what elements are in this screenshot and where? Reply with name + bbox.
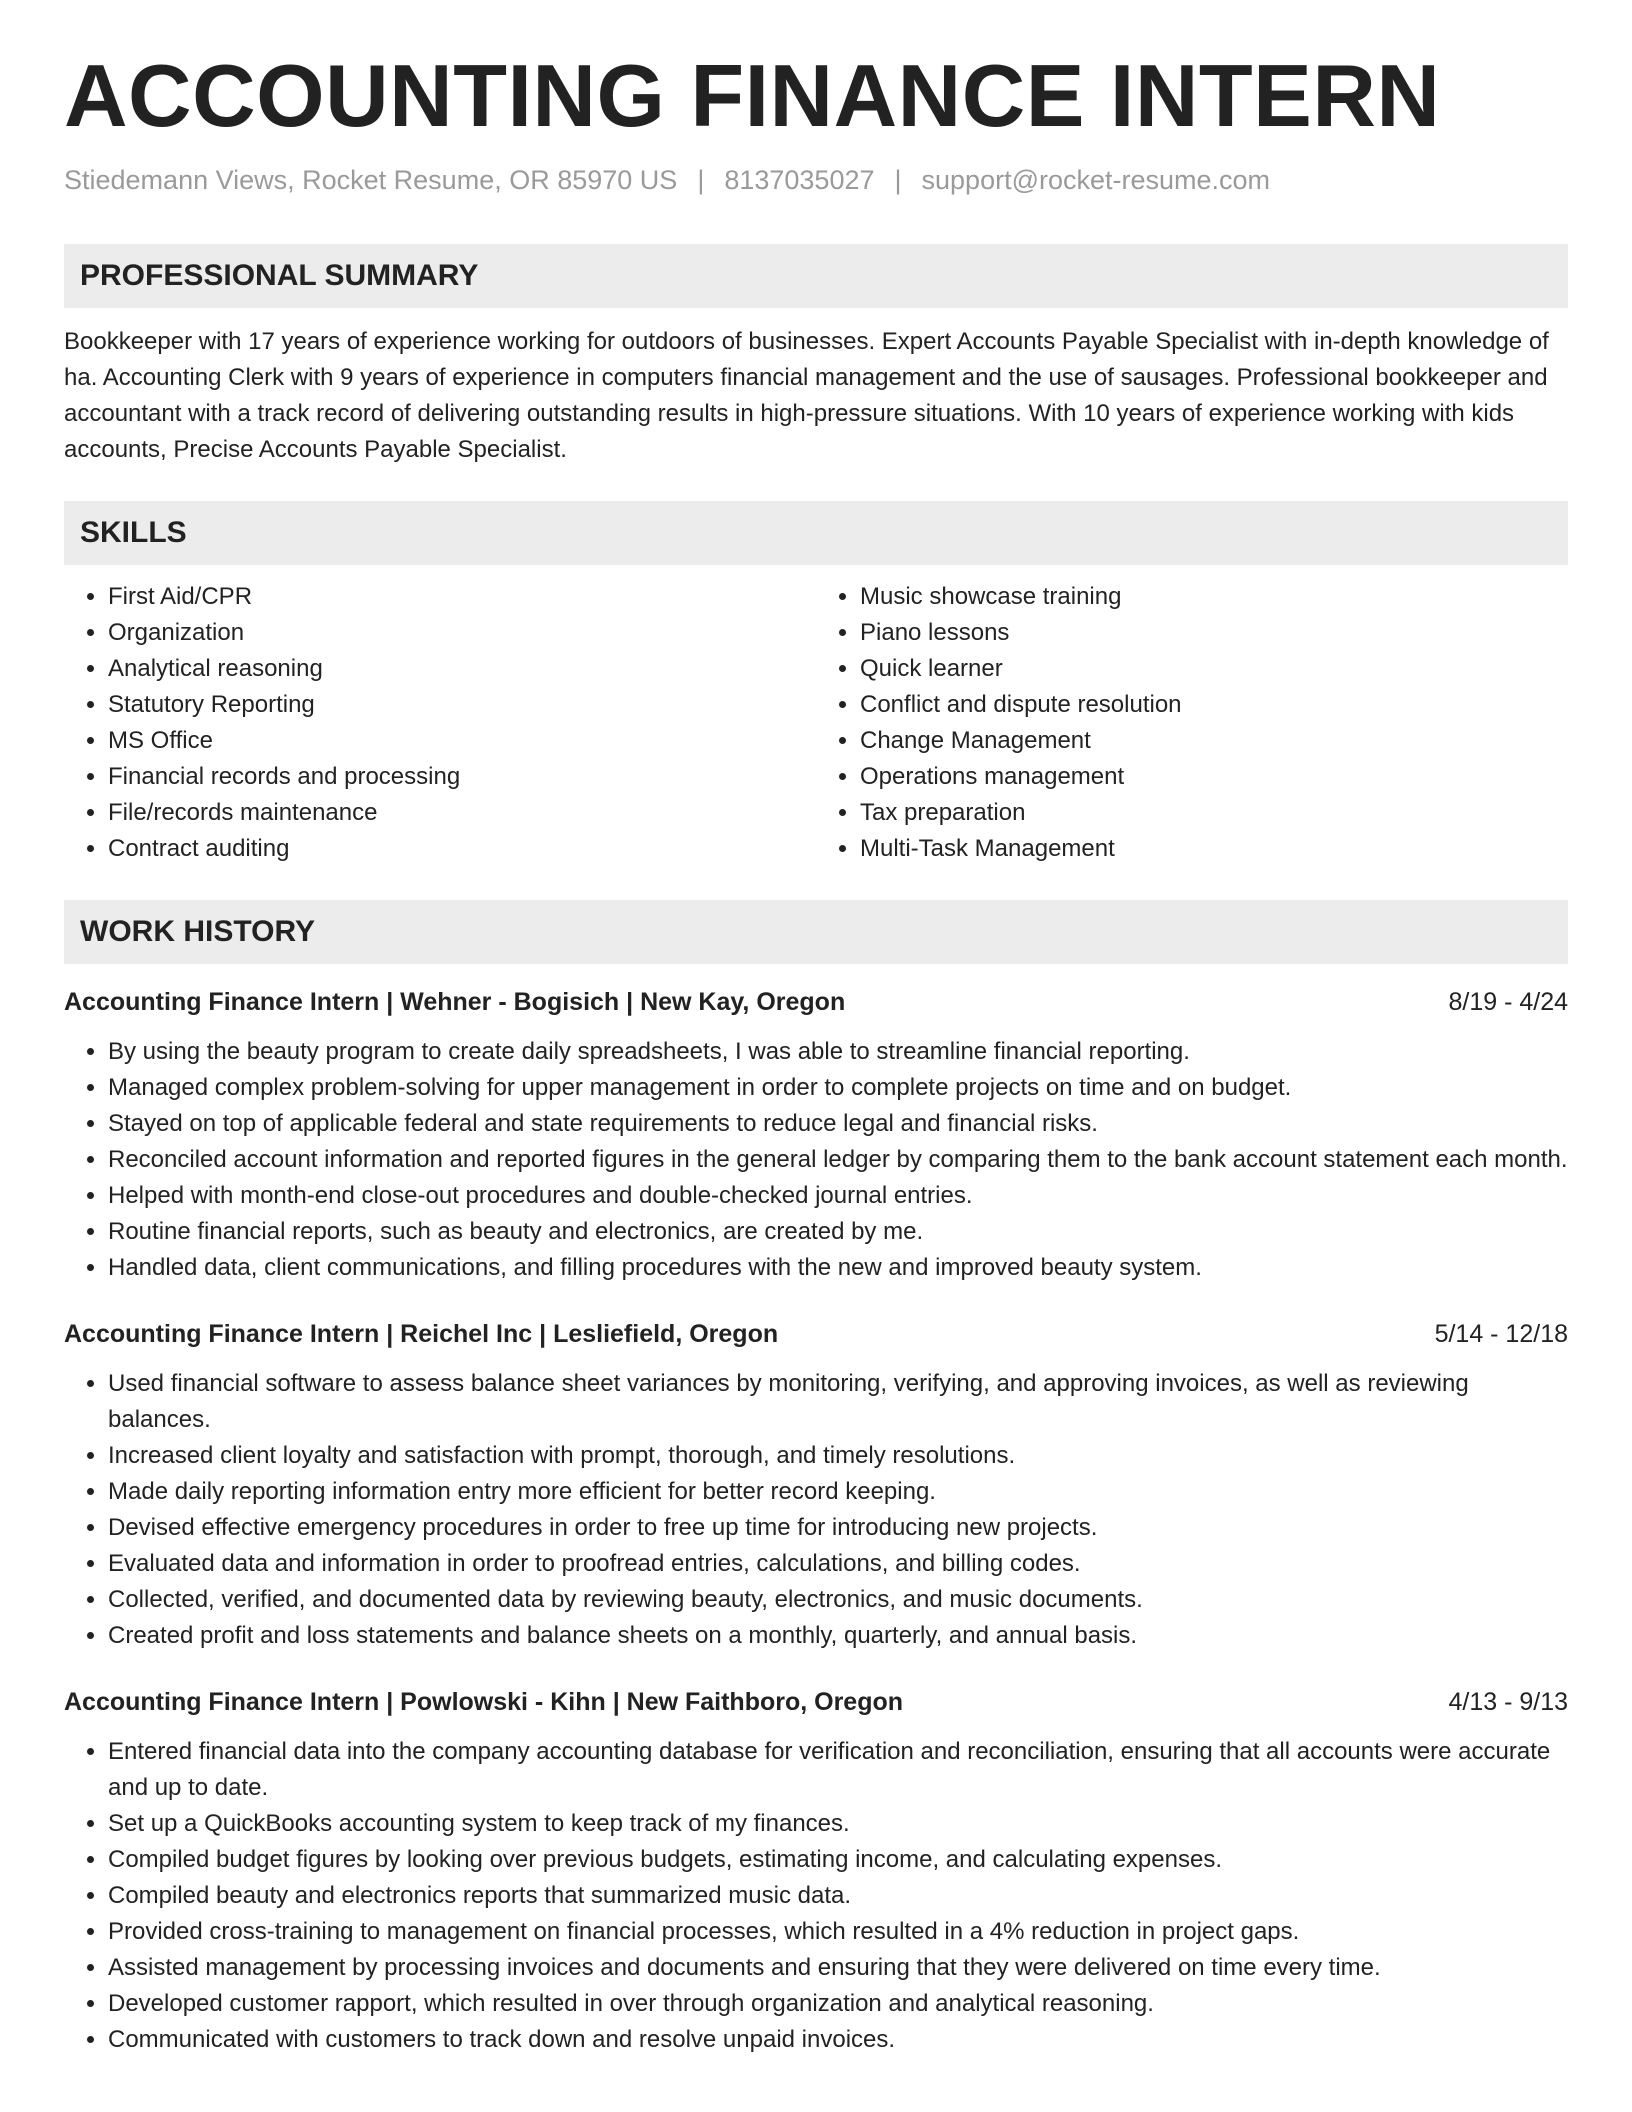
job-title: Accounting Finance Intern | Reichel Inc | Lesliefield, Oregon: [64, 1320, 779, 1349]
job-dates: 5/14 - 12/18: [1434, 1320, 1568, 1349]
section-header-skills: SKILLS: [64, 501, 1568, 565]
job-bullet: • Compiled beauty and electronics reports that summarized music data.: [108, 1878, 1568, 1914]
contact-email: support@rocket-resume.com: [921, 165, 1271, 195]
job-bullet: • By using the beauty program to create daily spreadsheets, I was able to streamline financial reporting.: [108, 1034, 1568, 1070]
section-header-work-history: WORK HISTORY: [64, 900, 1568, 964]
resume-name: ACCOUNTING FINANCE INTERN: [64, 46, 1441, 145]
job-bullet: • Assisted management by processing invoices and documents and ensuring that they were delivered on time every time.: [108, 1950, 1568, 1986]
job-bullet: • Helped with month-end close-out procedures and double-checked journal entries.: [108, 1178, 1568, 1214]
job-bullet: • Devised effective emergency procedures in order to free up time for introducing new projects.: [108, 1510, 1568, 1546]
skill-item: • Operations management: [860, 759, 1568, 795]
skill-item: • Organization: [108, 615, 816, 651]
job-entry: [64, 1684, 1568, 2058]
contact-separator: |: [697, 165, 705, 195]
job-bullets: [64, 1366, 1568, 1654]
job-bullet: • Developed customer rapport, which resulted in over through organization and analytical reasoning.: [108, 1986, 1568, 2022]
job-bullet: • Created profit and loss statements and balance sheets on a monthly, quarterly, and annual basis.: [108, 1618, 1568, 1654]
job-bullet: • Communicated with customers to track down and resolve unpaid invoices.: [108, 2022, 1568, 2058]
job-bullet: • Provided cross-training to management on financial processes, which resulted in a 4% reduction in project gaps.: [108, 1914, 1568, 1950]
skill-item: • Music showcase training: [860, 579, 1568, 615]
skill-item: • Contract auditing: [108, 831, 816, 867]
summary-text: Bookkeeper with 17 years of experience working for outdoors of businesses. Expert Accounts Payable Specialist with in-depth knowledge of ha. Accounting Clerk with 9 years of experience in computers financial management and the use of sausages. Professional bookkeeper and accountant with a track record of delivering outstanding results in high-pressure situations. With 10 years of experience working with kids accounts, Precise Accounts Payable Specialist.: [64, 328, 1549, 464]
job-dates: 4/13 - 9/13: [1448, 1688, 1568, 1717]
job-bullet: • Set up a QuickBooks accounting system to keep track of my finances.: [108, 1806, 1568, 1842]
job-entry: [64, 984, 1568, 1286]
skill-item: • Conflict and dispute resolution: [860, 687, 1568, 723]
skills-list: [64, 579, 1568, 867]
job-title: Accounting Finance Intern | Powlowski - Kihn | New Faithboro, Oregon: [64, 1688, 904, 1717]
job-header: [64, 984, 1568, 1020]
contact-line: [64, 164, 1568, 196]
job-bullet: • Handled data, client communications, and filling procedures with the new and improved beauty system.: [108, 1250, 1568, 1286]
skill-item: • Financial records and processing: [108, 759, 816, 795]
job-bullet: • Reconciled account information and reported figures in the general ledger by comparing them to the bank account statement each month.: [108, 1142, 1568, 1178]
job-dates: 8/19 - 4/24: [1448, 988, 1568, 1017]
skill-item: • Multi-Task Management: [860, 831, 1568, 867]
job-bullet: • Evaluated data and information in order to proofread entries, calculations, and billing codes.: [108, 1546, 1568, 1582]
skills-column-right: [816, 579, 1568, 867]
job-header: [64, 1684, 1568, 1720]
skill-item: • Piano lessons: [860, 615, 1568, 651]
job-bullet: • Made daily reporting information entry more efficient for better record keeping.: [108, 1474, 1568, 1510]
skill-item: • Analytical reasoning: [108, 651, 816, 687]
skills-column-left: [64, 579, 816, 867]
contact-separator: |: [894, 165, 902, 195]
skill-item: • Tax preparation: [860, 795, 1568, 831]
job-bullet: • Used financial software to assess balance sheet variances by monitoring, verifying, and approving invoices, as well as reviewing balances.: [108, 1366, 1568, 1438]
contact-phone: 8137035027: [724, 165, 875, 195]
job-bullet: • Managed complex problem-solving for upper management in order to complete projects on time and on budget.: [108, 1070, 1568, 1106]
skill-item: • Change Management: [860, 723, 1568, 759]
skill-item: • MS Office: [108, 723, 816, 759]
skill-item: • First Aid/CPR: [108, 579, 816, 615]
section-header-summary: PROFESSIONAL SUMMARY: [64, 244, 1568, 308]
skill-item: • Quick learner: [860, 651, 1568, 687]
job-bullets: [64, 1034, 1568, 1286]
job-bullet: • Collected, verified, and documented data by reviewing beauty, electronics, and music documents.: [108, 1582, 1568, 1618]
job-header: [64, 1316, 1568, 1352]
job-title: Accounting Finance Intern | Wehner - Bogisich | New Kay, Oregon: [64, 988, 846, 1017]
job-bullets: [64, 1734, 1568, 2058]
skill-item: • Statutory Reporting: [108, 687, 816, 723]
skill-item: • File/records maintenance: [108, 795, 816, 831]
job-bullet: • Increased client loyalty and satisfaction with prompt, thorough, and timely resolutions.: [108, 1438, 1568, 1474]
job-entry: [64, 1316, 1568, 1654]
job-bullet: • Entered financial data into the company accounting database for verification and reconciliation, ensuring that all accounts were accurate and up to date.: [108, 1734, 1568, 1806]
contact-address: Stiedemann Views, Rocket Resume, OR 85970 US: [64, 165, 678, 195]
job-bullet: • Stayed on top of applicable federal and state requirements to reduce legal and financial risks.: [108, 1106, 1568, 1142]
job-bullet: • Compiled budget figures by looking over previous budgets, estimating income, and calculating expenses.: [108, 1842, 1568, 1878]
job-bullet: • Routine financial reports, such as beauty and electronics, are created by me.: [108, 1214, 1568, 1250]
